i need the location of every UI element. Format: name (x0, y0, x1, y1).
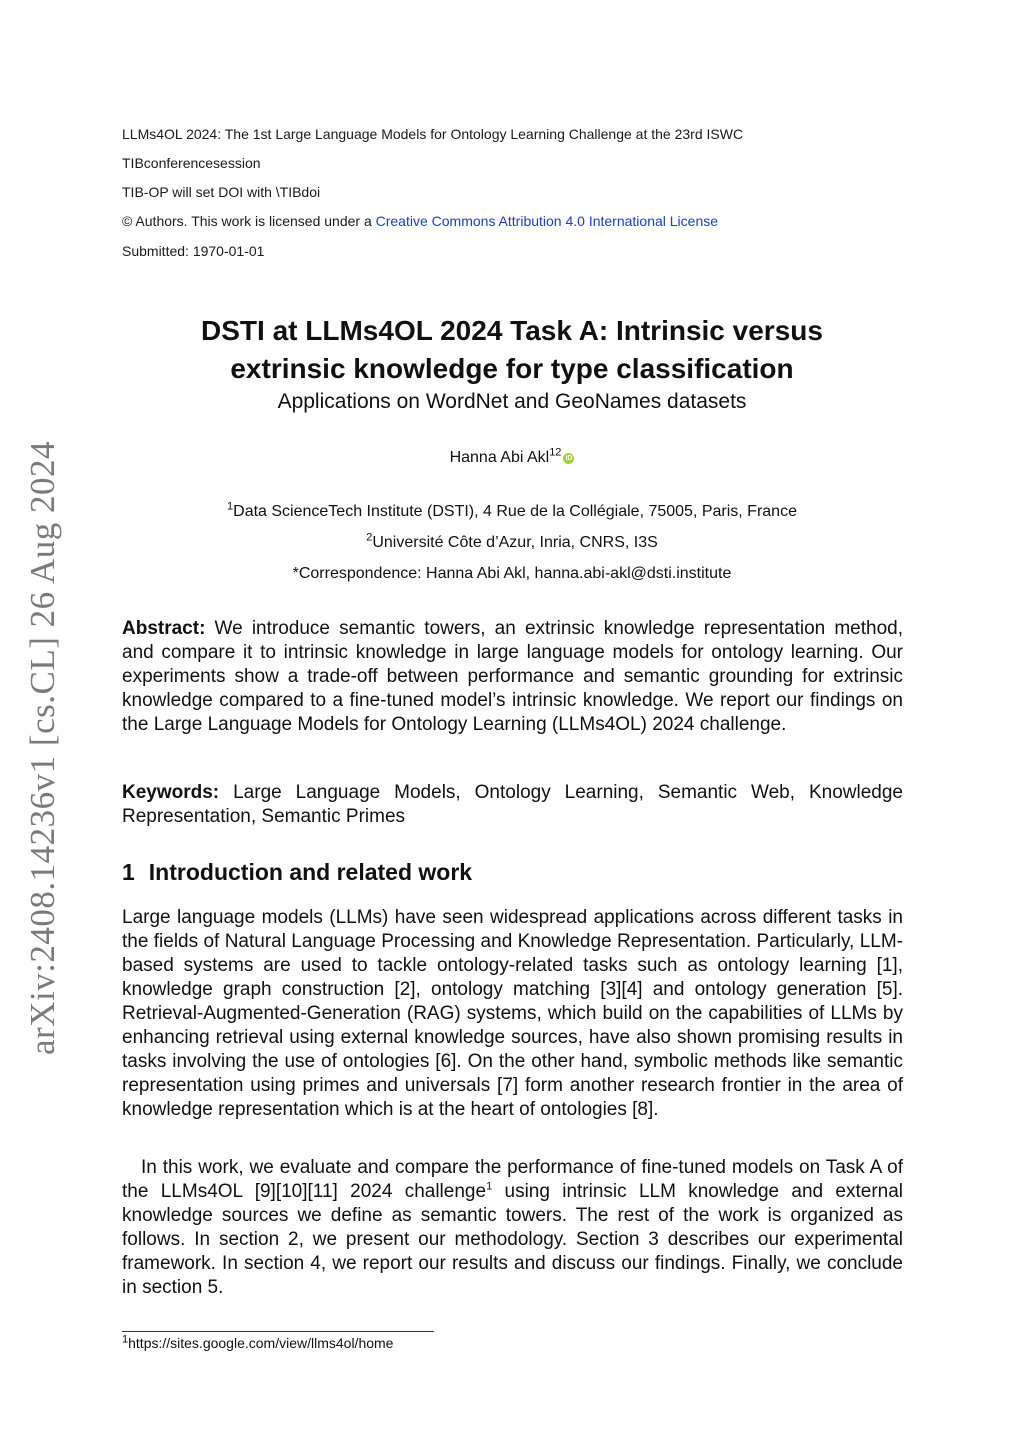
abstract (122, 617, 903, 737)
intro-paragraph-2-text-a: In this work, we evaluate and compare the performance of fine-tuned models on Task A of the LLMs4OL [9][10][11] 2024 challenge (122, 1157, 903, 1202)
paper-subtitle: Applications on WordNet and GeoNames datasets (277, 390, 747, 413)
license-link[interactable]: Creative Commons Attribution 4.0 International License (375, 213, 719, 229)
conference-line: LLMs4OL 2024: The 1st Large Language Models for Ontology Learning Challenge at the 23rd ISWC (122, 126, 744, 142)
author-name: Hanna Abi Akl (449, 449, 550, 466)
affiliation-sup: 2 (366, 531, 373, 544)
affiliation-1 (112, 500, 912, 521)
license-prefix: © Authors. This work is licensed under a (122, 213, 376, 229)
intro-paragraph-2-text-b: using intrinsic LLM knowledge and external knowledge sources we define as semantic towers. The rest of the work is organized as follows. In section 2, we present our methodology. Section 3 describes our experimental framework. In section 4, we report our results and discuss our findings. Finally, we conclude in section 5. (122, 1181, 904, 1298)
orcid-icon[interactable]: iD (565, 455, 573, 462)
footnote-ref[interactable]: 1 (486, 1180, 493, 1193)
section-number: 1 (122, 859, 135, 885)
correspondence: *Correspondence: Hanna Abi Akl, hanna.abi-akl@dsti.institute (292, 565, 732, 582)
author-affil-sup: 12 (549, 446, 562, 459)
affiliation-text: Université Côte d’Azur, Inria, CNRS, I3S (372, 534, 658, 551)
author-line (112, 446, 912, 467)
affiliation-2 (112, 531, 912, 552)
abstract-label: Abstract: (122, 618, 206, 639)
intro-paragraph-2 (122, 1156, 903, 1300)
title-line-1: DSTI at LLMs4OL 2024 Task A: Intrinsic versus (201, 315, 823, 346)
keywords-text: Large Language Models, Ontology Learning, Semantic Web, Knowledge Representation, Semantic Primes (122, 782, 903, 827)
footnote (122, 1335, 393, 1351)
arxiv-stamp (16, 443, 70, 1053)
arxiv-stamp-text: arXiv:2408.14236v1 [cs.CL] 26 Aug 2024 (23, 441, 63, 1055)
section-heading (122, 859, 472, 886)
affiliation-sup: 1 (227, 500, 234, 513)
doi-line: TIB-OP will set DOI with \TIBdoi (122, 184, 321, 200)
section-title: Introduction and related work (148, 859, 473, 885)
footnote-divider (122, 1331, 434, 1332)
footnote-link[interactable]: https://sites.google.com/view/llms4ol/home (128, 1335, 394, 1351)
title-line-2: extrinsic knowledge for type classification (230, 353, 794, 384)
abstract-text: We introduce semantic towers, an extrinsic knowledge representation method, and compare it to intrinsic knowledge in large language models for ontology learning. Our experiments show a trade-off between performance and semantic grounding for extrinsic knowledge compared to a fine-tuned model’s intrinsic knowledge. We report our findings on the Large Language Models for Ontology Learning (LLMs4OL) 2024 challenge. (122, 618, 903, 735)
submitted-line: Submitted: 1970-01-01 (122, 243, 265, 259)
intro-paragraph-1: Large language models (LLMs) have seen widespread applications across different tasks in the fields of Natural Language Processing and Knowledge Representation. Particularly, LLM-based systems are used to tackle ontology-related tasks such as ontology learning [1], knowledge graph construction [2], ontology matching [3][4] and ontology generation [5]. Retrieval-Augmented-Generation (RAG) systems, which build on the capabilities of LLMs by enhancing retrieval using external knowledge sources, have also shown promising results in tasks involving the use of ontologies [6]. On the other hand, symbolic methods like semantic representation using primes and universals [7] form another research frontier in the area of knowledge representation which is at the heart of ontologies [8]. (122, 907, 903, 1120)
footnote-mark: 1 (122, 1333, 129, 1346)
keywords-label: Keywords: (122, 782, 220, 803)
paper-title (112, 312, 912, 388)
license-line (122, 213, 922, 229)
keywords (122, 781, 903, 829)
affiliation-text: Data ScienceTech Institute (DSTI), 4 Rue de la Collégiale, 75005, Paris, France (233, 503, 797, 520)
session-line: TIBconferencesession (122, 155, 261, 171)
